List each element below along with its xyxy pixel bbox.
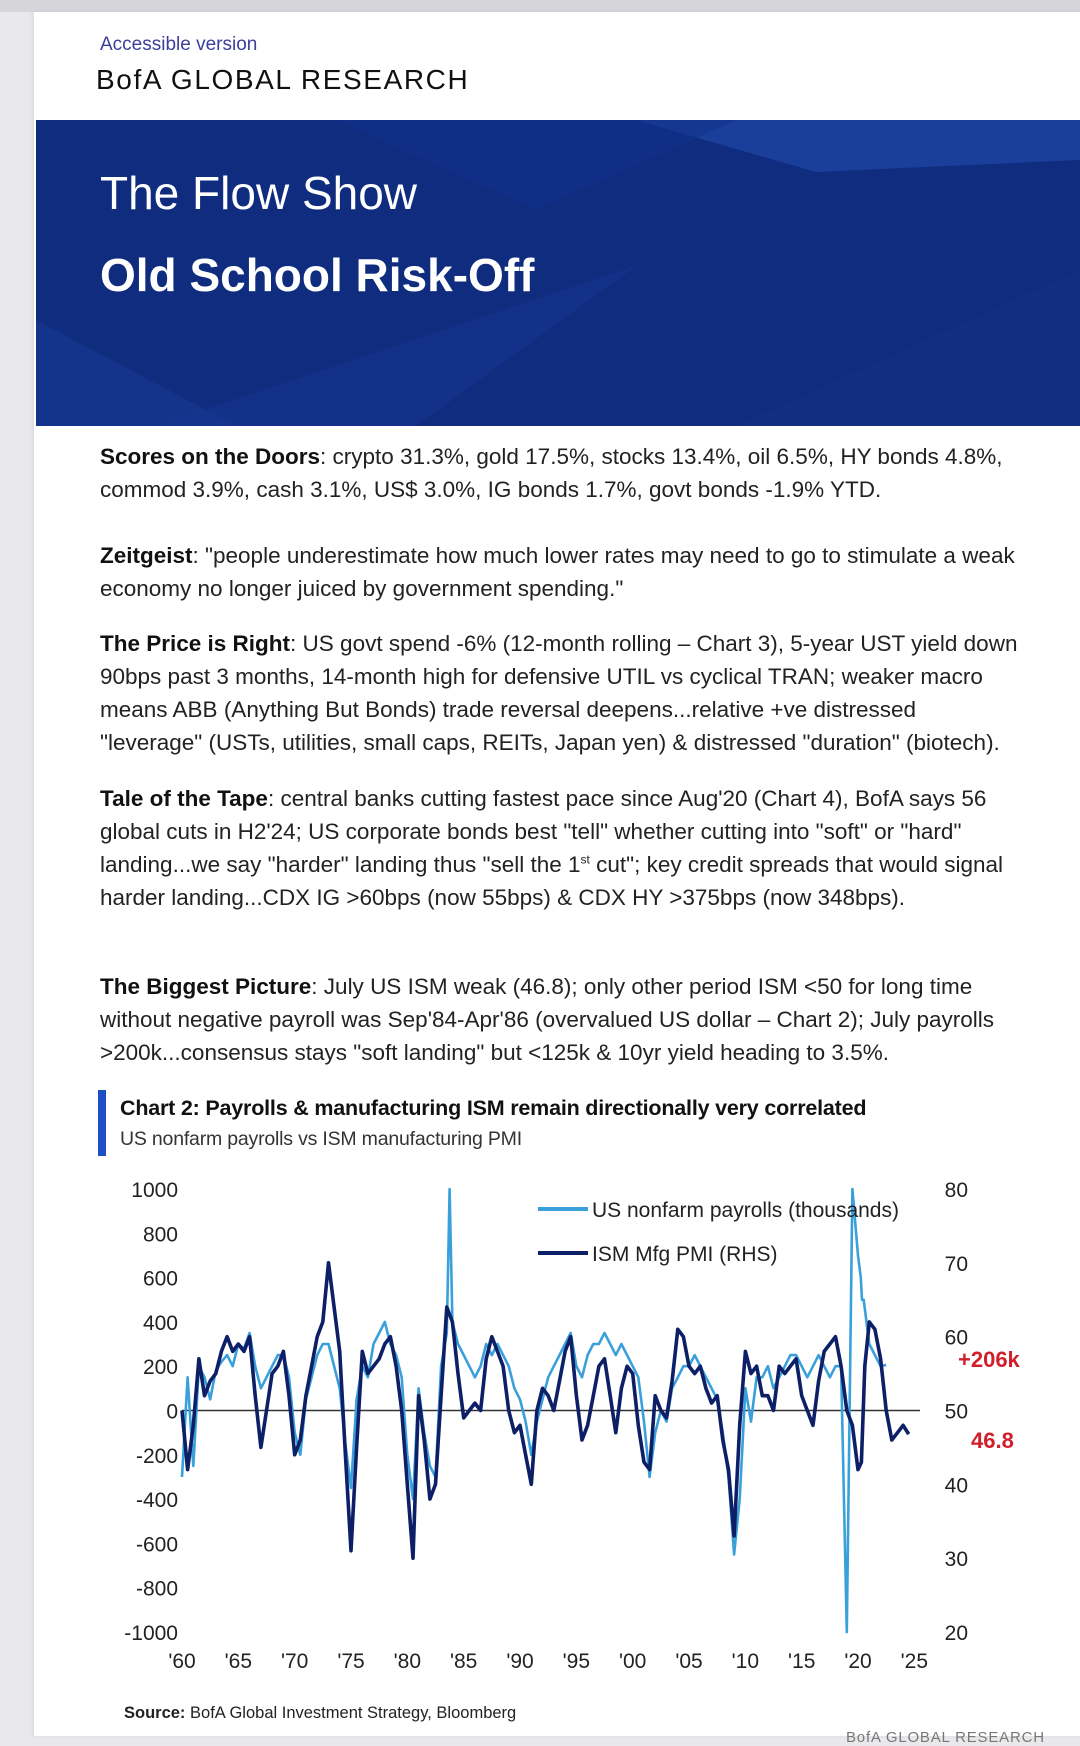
- payrolls-ism-chart: [34, 12, 1080, 1736]
- x-axis-tick-label: '25: [900, 1650, 929, 1673]
- source-text: BofA Global Investment Strategy, Bloomberg: [185, 1704, 517, 1722]
- x-axis-tick-label: '15: [788, 1650, 816, 1673]
- x-axis-tick-label: '90: [506, 1650, 534, 1673]
- chart-source: [124, 1704, 516, 1723]
- legend-label: ISM Mfg PMI (RHS): [592, 1243, 778, 1266]
- x-axis-tick-label: '70: [280, 1650, 309, 1673]
- right-axis-tick-label: 80: [944, 1179, 968, 1202]
- x-axis-tick-label: '60: [168, 1650, 196, 1673]
- superscript-st: st: [580, 852, 590, 867]
- x-axis-tick-label: '10: [731, 1650, 760, 1673]
- left-axis-tick-label: -600: [135, 1533, 178, 1557]
- x-axis-tick-label: '85: [449, 1650, 478, 1673]
- paragraph-body-cont: cut"; key credit spreads that would signal harder landing...CDX IG >60bps (now 55bps) & CDX HY >375bps (now 348bps).: [100, 852, 1004, 910]
- left-axis-tick-label: 800: [142, 1223, 178, 1247]
- paragraph-heading: Scores on the Doors: [100, 444, 321, 469]
- source-label: Source:: [124, 1704, 186, 1722]
- paragraph-heading: The Price is Right: [100, 631, 291, 656]
- x-axis-tick-label: '95: [562, 1650, 591, 1673]
- report-page: [34, 12, 1080, 1746]
- left-axis-tick-label: 400: [142, 1311, 178, 1335]
- right-axis-tick-label: 50: [944, 1400, 968, 1424]
- legend-label: US nonfarm payrolls (thousands): [592, 1199, 899, 1222]
- x-axis-tick-label: '05: [675, 1650, 703, 1673]
- left-axis-tick-label: 600: [142, 1267, 178, 1291]
- paragraph-body: : July US ISM weak (46.8); only other period ISM <50 for long time without negative payroll was Sep'84-Apr'86 (overvalued US dollar – Chart 2); July payrolls >200k...consensus stays "soft landing" but <125k & 10yr yield heading to 3.5%.: [100, 974, 995, 1065]
- top-strip: [0, 0, 1080, 12]
- hero-series-title: The Flow Show: [100, 167, 418, 219]
- x-axis-tick-label: '80: [393, 1650, 422, 1673]
- x-axis-tick-label: '00: [618, 1650, 647, 1673]
- paragraph-body: : central banks cutting fastest pace since Aug'20 (Chart 4), BofA says 56 global cuts in H2'24; US corporate bonds best "tell" whether cutting into "soft" or "hard" landing...we say "harder" landing thus "sell the 1: [100, 786, 987, 877]
- footer-brand: BofA GLOBAL RESEARCH: [846, 1729, 1045, 1746]
- payrolls-last-value: +206k: [958, 1346, 1020, 1372]
- left-axis-tick-label: -1000: [124, 1622, 178, 1645]
- left-axis-tick-label: -800: [135, 1577, 178, 1601]
- left-axis-tick-label: 0: [166, 1400, 178, 1424]
- paragraph-heading: Zeitgeist: [100, 543, 193, 568]
- chart-subtitle: US nonfarm payrolls vs ISM manufacturing PMI: [120, 1128, 522, 1150]
- right-axis-tick-label: 30: [944, 1548, 968, 1572]
- right-axis-tick-label: 70: [944, 1252, 968, 1276]
- paragraph-body: : US govt spend -6% (12-month rolling – Chart 3), 5-year UST yield down 90bps past 3 months, 14-month high for defensive UTIL vs cyclical TRAN; weaker macro means ABB (Anything But Bonds) trade reversal deepens...relative +ve distressed "leverage" (USTs, utilities, small caps, REITs, Japan yen) & distressed "duration" (biotech).: [100, 631, 1018, 755]
- paragraph-body: : "people underestimate how much lower rates may need to go to stimulate a weak economy no longer juiced by government spending.": [100, 543, 1015, 601]
- right-axis-tick-label: 40: [944, 1474, 968, 1498]
- paragraph-heading: The Biggest Picture: [100, 974, 312, 999]
- right-axis-tick-label: 20: [944, 1622, 968, 1645]
- right-axis-tick-label: 60: [944, 1326, 968, 1350]
- left-axis-tick-label: 200: [142, 1356, 178, 1380]
- ism-last-value: 46.8: [971, 1428, 1014, 1454]
- left-axis-tick-label: 1000: [131, 1179, 178, 1202]
- hero-title: Old School Risk-Off: [100, 249, 535, 301]
- x-axis-tick-label: '75: [337, 1650, 365, 1673]
- x-axis-tick-label: '20: [844, 1650, 872, 1673]
- brand-name: BofA GLOBAL RESEARCH: [96, 64, 470, 95]
- accessible-version-link[interactable]: Accessible version: [100, 34, 258, 55]
- paragraph-heading: Tale of the Tape: [100, 786, 268, 811]
- chart-title: Chart 2: Payrolls & manufacturing ISM remain directionally very correlated: [120, 1096, 867, 1120]
- left-axis-tick-label: -400: [135, 1489, 178, 1513]
- paragraph-body: : crypto 31.3%, gold 17.5%, stocks 13.4%, oil 6.5%, HY bonds 4.8%, commod 3.9%, cash 3.1%, US$ 3.0%, IG bonds 1.7%, govt bonds -1.9% YTD.: [100, 444, 1003, 502]
- x-axis-tick-label: '65: [224, 1650, 253, 1673]
- left-axis-tick-label: -200: [135, 1444, 178, 1468]
